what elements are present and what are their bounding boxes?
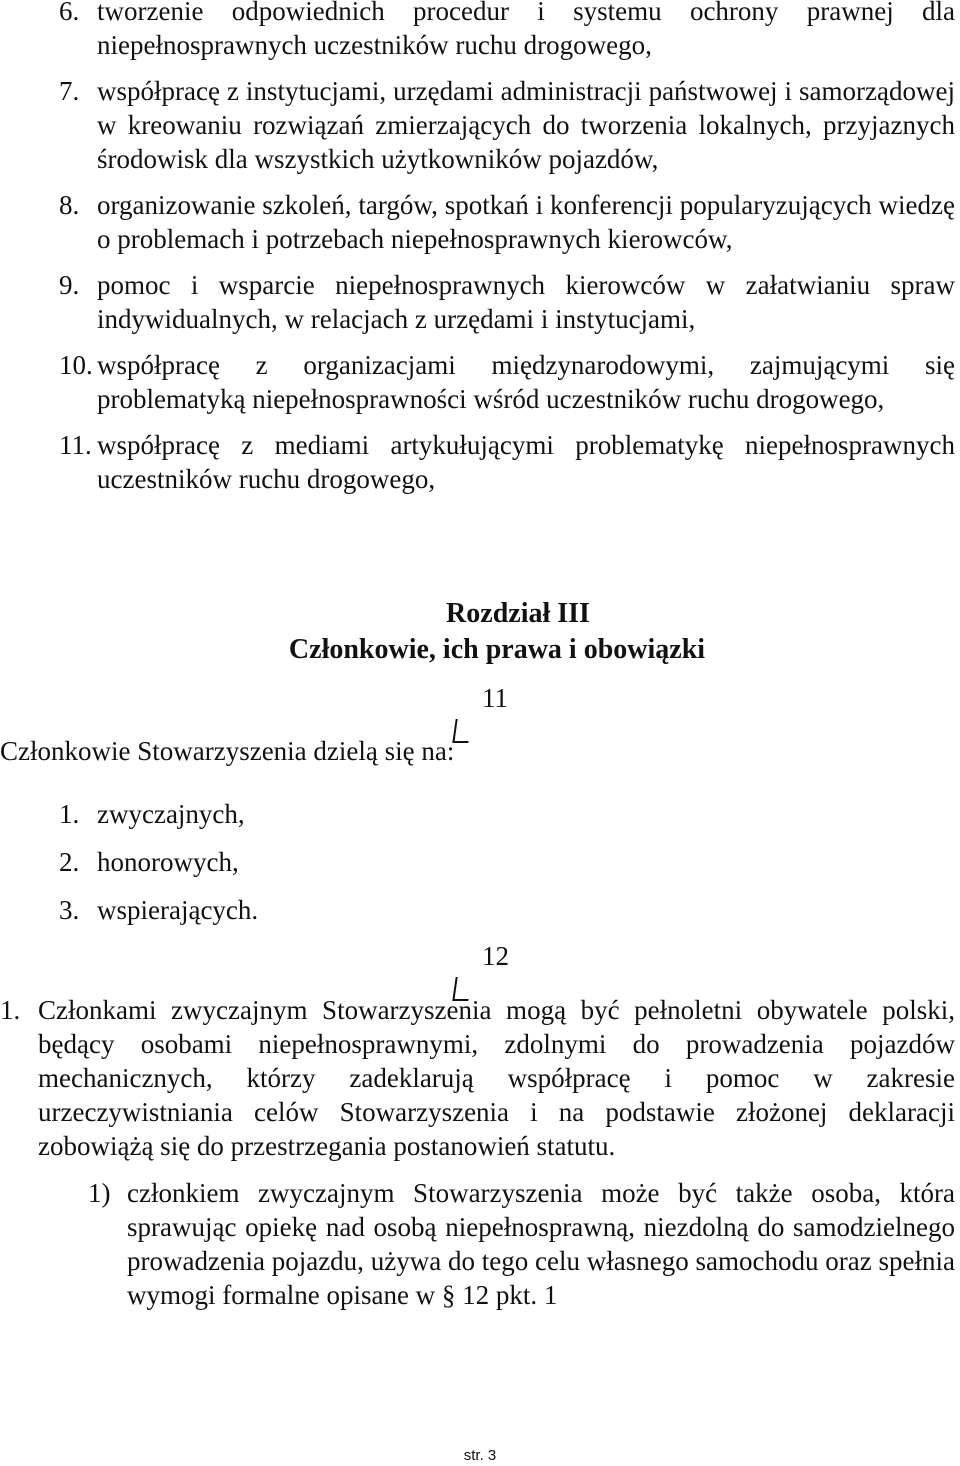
list-item-text: organizowanie szkoleń, targów, spotkań i konferencji popularyzujących wiedzę o problemach i potrzebach niepełnosprawnych kierowców, — [97, 190, 955, 254]
list-item — [59, 845, 258, 893]
section-number: 12 — [482, 941, 509, 971]
list-item-number: 10. — [59, 350, 93, 380]
objectives-list — [0, 0, 955, 508]
list-item-number: 6. — [59, 0, 80, 26]
section-intro: Członkowie Stowarzyszenia dzielą się na: — [0, 736, 455, 766]
section-number: 11 — [482, 683, 508, 713]
list-item-text: honorowych, — [97, 847, 239, 877]
list-item — [0, 0, 955, 62]
list-item — [0, 428, 955, 496]
member-types-list — [59, 797, 258, 941]
list-item-text: tworzenie odpowiednich procedur i systemu ochrony prawnej dla niepełnosprawnych uczestników ruchu drogowego, — [97, 0, 955, 60]
list-item — [0, 348, 955, 416]
page-number: str. 3 — [463, 1447, 497, 1464]
chapter-title: Członkowie, ich prawa i obowiązki — [288, 634, 706, 665]
sub-point-number: 1) — [88, 1178, 111, 1208]
list-item — [0, 74, 955, 176]
list-item-number: 7. — [59, 76, 80, 106]
chapter-number: Rozdział III — [446, 598, 590, 629]
paragraph-text: Członkami zwyczajnym Stowarzyszenia mogą być pełnoletni obywatele polski, będący osobami niepełnosprawnymi, zdolnymi do prowadzenia pojazdów mechanicznych, którzy zadeklarują współpracę i pomoc w zakresie urzeczywistniania celów Stowarzyszenia i na podstawie złożonej deklaracji zobowiążą się do przestrzegania postanowień statutu. — [38, 995, 955, 1161]
list-item-number: 1. — [59, 799, 80, 829]
list-item-text: zwyczajnych, — [97, 799, 245, 829]
paragraph-number: 1. — [0, 995, 21, 1025]
list-item-number: 8. — [59, 190, 80, 220]
list-item-text: współpracę z mediami artykułującymi problematykę niepełnosprawnych uczestników ruchu drogowego, — [97, 430, 955, 494]
section-heading-12 — [452, 939, 509, 973]
sub-point — [88, 1176, 955, 1312]
list-item-text: wspierających. — [97, 895, 259, 925]
list-item-text: współpracę z instytucjami, urzędami administracji państwowej i samorządowej w kreowaniu rozwiązań zmierzających do tworzenia lokalnych, przyjaznych środowisk dla wszystkich użytkowników pojazdów, — [97, 76, 955, 174]
list-item — [0, 268, 955, 336]
list-item — [59, 797, 258, 845]
list-item-number: 11. — [59, 430, 92, 460]
list-item — [0, 188, 955, 256]
sub-point-text: członkiem zwyczajnym Stowarzyszenia może być także osoba, która sprawując opiekę nad osobą niepełnosprawną, niezdolną do samodzielnego prowadzenia pojazdu, używa do tego celu własnego samochodu oraz spełnia wymogi formalne opisane w § 12 pkt. 1 — [127, 1178, 955, 1310]
list-item-number: 3. — [59, 895, 80, 925]
list-item-text: współpracę z organizacjami międzynarodowymi, zajmującymi się problematyką niepełnosprawności wśród uczestników ruchu drogowego, — [97, 350, 955, 414]
page-footer — [0, 1447, 960, 1465]
list-item-text: pomoc i wsparcie niepełnosprawnych kierowców w załatwianiu spraw indywidualnych, w relacjach z urzędami i instytucjami, — [97, 270, 955, 334]
list-item-number: 9. — [59, 270, 80, 300]
section-heading-11 — [452, 681, 508, 715]
section-paragraph — [0, 993, 955, 1161]
list-item-number: 2. — [59, 847, 80, 877]
list-item — [59, 893, 258, 941]
